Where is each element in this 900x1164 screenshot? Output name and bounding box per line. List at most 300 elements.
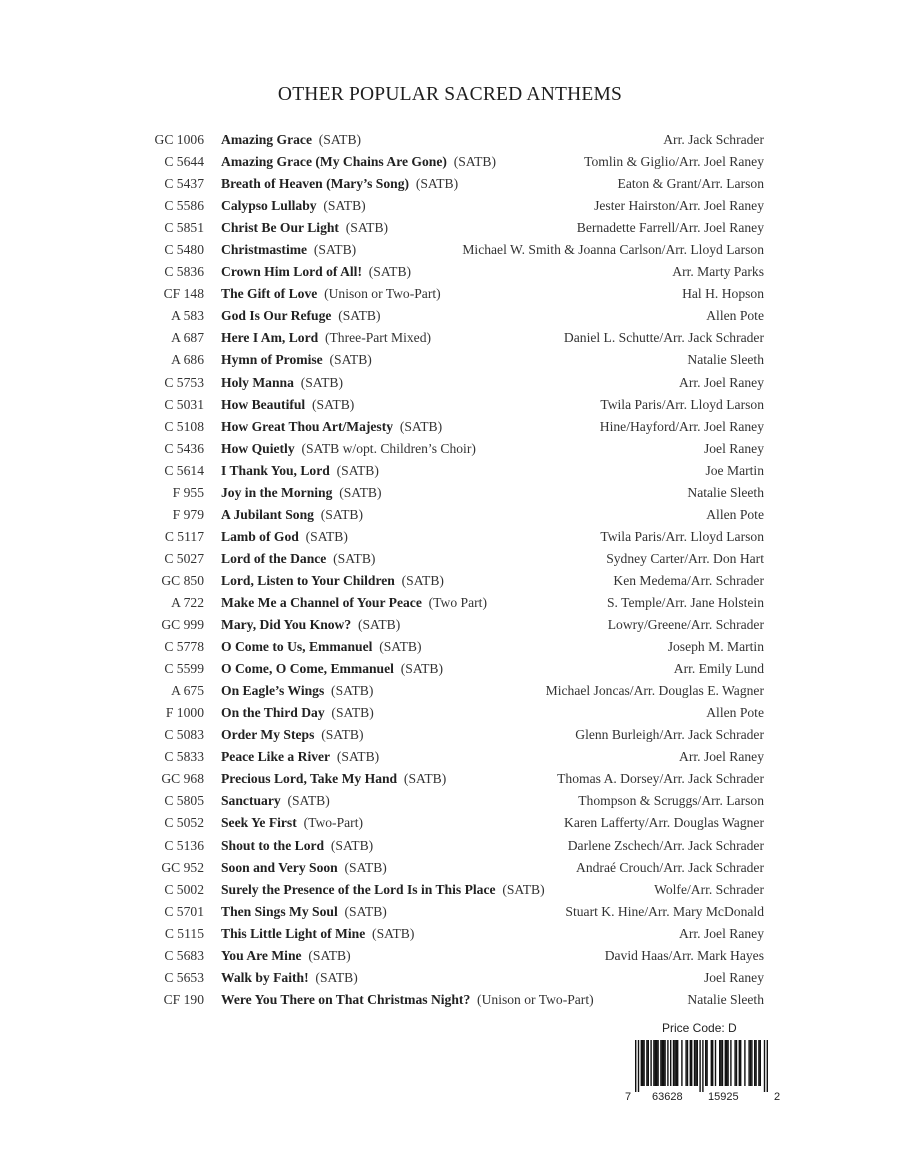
anthem-piece: [221, 327, 431, 349]
anthem-piece: [221, 857, 387, 879]
anthem-title: Lord, Listen to Your Children: [221, 572, 395, 588]
barcode: [622, 1038, 782, 1102]
voicing: (SATB): [330, 837, 374, 853]
anthem-row: [0, 835, 900, 857]
composer-arranger: Eaton & Grant/Arr. Larson: [617, 176, 764, 192]
anthem-title: Christ Be Our Light: [221, 220, 339, 236]
voicing: (SATB): [300, 374, 343, 390]
composer-arranger: Ken Medema/Arr. Schrader: [613, 572, 764, 588]
composer-arranger: Arr. Joel Raney: [679, 925, 764, 941]
anthem-title: Then Sings My Soul: [221, 903, 338, 919]
anthem-title: The Gift of Love: [221, 286, 318, 302]
voicing: (SATB): [502, 881, 545, 897]
composer-arranger: Thompson & Scruggs/Arr. Larson: [578, 793, 764, 809]
voicing: (SATB w/opt. Children’s Choir): [301, 440, 476, 456]
barcode-bar: [677, 1040, 678, 1086]
catalog-number: C 5778: [164, 639, 204, 655]
composer-arranger: Arr. Emily Lund: [673, 661, 764, 677]
barcode-bar: [740, 1040, 741, 1086]
anthem-row: [0, 394, 900, 416]
anthem-title: You Are Mine: [221, 947, 302, 963]
anthem-row: [0, 989, 900, 1011]
anthem-row: [0, 570, 900, 592]
voicing: (SATB): [315, 969, 358, 985]
barcode-bar: [663, 1040, 664, 1086]
voicing: (SATB): [308, 947, 351, 963]
anthem-row: [0, 151, 900, 173]
anthem-title: Amazing Grace (My Chains Are Gone): [221, 154, 447, 170]
anthem-row: [0, 768, 900, 790]
anthem-title: Soon and Very Soon: [221, 859, 338, 875]
voicing: (SATB): [333, 550, 376, 566]
barcode-bar: [655, 1040, 656, 1086]
composer-arranger: Lowry/Greene/Arr. Schrader: [607, 617, 764, 633]
anthem-title: Crown Him Lord of All!: [221, 264, 362, 280]
barcode-bar: [760, 1040, 761, 1086]
anthem-list: [0, 129, 900, 1011]
barcode-bar: [736, 1040, 737, 1086]
voicing: (SATB): [400, 661, 444, 677]
anthem-piece: [221, 305, 381, 327]
barcode-bar: [750, 1040, 751, 1086]
catalog-number: C 5436: [164, 440, 204, 456]
anthem-piece: [221, 504, 363, 526]
barcode-bar: [730, 1040, 731, 1086]
catalog-number: GC 850: [161, 572, 204, 588]
composer-arranger: Joe Martin: [705, 462, 764, 478]
anthem-row: [0, 349, 900, 371]
anthem-title: Christmastime: [221, 242, 308, 258]
voicing: (SATB): [403, 771, 447, 787]
composer-arranger: S. Temple/Arr. Jane Holstein: [607, 594, 764, 610]
anthem-row: [0, 658, 900, 680]
anthem-piece: [221, 239, 356, 261]
anthem-title: O Come to Us, Emmanuel: [221, 639, 373, 655]
barcode-bar: [667, 1040, 668, 1086]
anthem-row: [0, 592, 900, 614]
barcode-bar: [748, 1040, 749, 1086]
anthem-piece: [221, 460, 379, 482]
anthem-title: Make Me a Channel of Your Peace: [221, 594, 422, 610]
anthem-piece: [221, 614, 400, 636]
composer-arranger: Joel Raney: [703, 969, 764, 985]
composer-arranger: Arr. Joel Raney: [679, 749, 764, 765]
anthem-row: [0, 438, 900, 460]
anthem-title: God Is Our Refuge: [221, 308, 332, 324]
anthem-row: [0, 636, 900, 658]
anthem-row: [0, 790, 900, 812]
voicing: (SATB): [336, 462, 379, 478]
anthem-row: [0, 812, 900, 834]
anthem-piece: [221, 151, 496, 173]
anthem-title: Mary, Did You Know?: [221, 617, 352, 633]
anthem-row: [0, 195, 900, 217]
catalog-number: C 5836: [164, 264, 204, 280]
anthem-piece: [221, 768, 446, 790]
barcode-bar: [712, 1040, 713, 1086]
barcode-bar: [699, 1040, 700, 1092]
anthem-piece: [221, 195, 366, 217]
anthem-piece: [221, 989, 594, 1011]
anthem-piece: [221, 835, 373, 857]
barcode-bar: [641, 1040, 642, 1086]
catalog-number: GC 999: [161, 617, 204, 633]
anthem-row: [0, 460, 900, 482]
anthem-title: O Come, O Come, Emmanuel: [221, 661, 394, 677]
catalog-number: GC 1006: [154, 132, 204, 147]
anthem-row: [0, 239, 900, 261]
anthem-row: [0, 680, 900, 702]
anthem-piece: [221, 416, 442, 438]
barcode-number-system-digit: 7: [625, 1091, 632, 1102]
voicing: (SATB): [399, 418, 443, 434]
composer-arranger: Twila Paris/Arr. Lloyd Larson: [600, 528, 764, 544]
barcode-bar: [726, 1040, 727, 1086]
composer-arranger: Twila Paris/Arr. Lloyd Larson: [600, 396, 764, 412]
composer-arranger: Allen Pote: [706, 705, 764, 721]
voicing: (SATB): [312, 396, 355, 412]
barcode-bar: [751, 1040, 752, 1086]
voicing: (SATB): [372, 925, 415, 941]
barcode-bars: [635, 1040, 768, 1092]
anthem-title: A Jubilant Song: [221, 506, 314, 522]
catalog-number: F 979: [172, 506, 204, 522]
composer-arranger: Andraé Crouch/Arr. Jack Schrader: [576, 859, 764, 875]
anthem-row: [0, 372, 900, 394]
barcode-bar: [648, 1040, 649, 1086]
catalog-number: A 722: [171, 594, 204, 610]
anthem-row: [0, 261, 900, 283]
catalog-number: CF 190: [163, 991, 204, 1007]
barcode-right-group: 15925: [708, 1091, 739, 1102]
anthem-row: [0, 173, 900, 195]
composer-arranger: Darlene Zschech/Arr. Jack Schrader: [567, 837, 764, 853]
anthem-row: [0, 504, 900, 526]
anthem-title: Amazing Grace: [221, 132, 312, 147]
barcode-bar: [695, 1040, 696, 1086]
barcode-bar: [755, 1040, 756, 1086]
catalog-number: C 5027: [164, 550, 204, 566]
catalog-number: C 5117: [164, 528, 204, 544]
anthem-row: [0, 416, 900, 438]
voicing: (Two-Part): [303, 815, 364, 831]
anthem-title: Seek Ye First: [221, 815, 297, 831]
anthem-title: Calypso Lullaby: [221, 198, 317, 214]
barcode-bar: [697, 1040, 698, 1086]
barcode-bar: [642, 1040, 643, 1086]
barcode-bar: [758, 1040, 759, 1086]
composer-arranger: Karen Lafferty/Arr. Douglas Wagner: [564, 815, 764, 831]
composer-arranger: Michael W. Smith & Joanna Carlson/Arr. Lloyd Larson: [462, 242, 764, 258]
anthem-title: How Great Thou Art/Majesty: [221, 418, 394, 434]
anthem-title: Sanctuary: [221, 793, 281, 809]
composer-arranger: Arr. Joel Raney: [679, 374, 764, 390]
voicing: (Two Part): [428, 594, 487, 610]
anthem-row: [0, 967, 900, 989]
voicing: (SATB): [338, 308, 381, 324]
catalog-number: C 5653: [164, 969, 204, 985]
voicing: (SATB): [415, 176, 459, 192]
catalog-number: C 5683: [164, 947, 204, 963]
barcode-bar: [653, 1040, 654, 1086]
voicing: (SATB): [344, 903, 387, 919]
anthem-piece: [221, 790, 330, 812]
anthem-row: [0, 724, 900, 746]
catalog-number: C 5136: [164, 837, 204, 853]
voicing: (SATB): [321, 727, 364, 743]
barcode-bar: [706, 1040, 707, 1086]
anthem-row: [0, 129, 900, 151]
anthem-piece: [221, 879, 545, 901]
barcode-bar: [656, 1040, 657, 1086]
barcode-bar: [685, 1040, 686, 1086]
composer-arranger: David Haas/Arr. Mark Hayes: [604, 947, 764, 963]
barcode-bar: [727, 1040, 728, 1086]
anthem-title: Here I Am, Lord: [221, 330, 319, 346]
catalog-number: C 5753: [164, 374, 204, 390]
anthem-title: This Little Light of Mine: [221, 925, 366, 941]
voicing: (SATB): [357, 617, 401, 633]
catalog-number: C 5614: [164, 462, 204, 478]
barcode-bar: [720, 1040, 721, 1086]
composer-arranger: Natalie Sleeth: [687, 991, 764, 1007]
anthem-title: On the Third Day: [221, 705, 325, 721]
anthem-title: I Thank You, Lord: [221, 462, 330, 478]
composer-arranger: Wolfe/Arr. Schrader: [654, 881, 764, 897]
catalog-number: C 5480: [164, 242, 204, 258]
anthem-title: Surely the Presence of the Lord Is in This Place: [221, 881, 496, 897]
catalog-number: C 5851: [164, 220, 204, 236]
barcode-bar: [664, 1040, 665, 1086]
catalog-number: C 5586: [164, 198, 204, 214]
anthem-title: Peace Like a River: [221, 749, 331, 765]
catalog-number: C 5701: [164, 903, 204, 919]
anthem-row: [0, 746, 900, 768]
barcode-bar: [650, 1040, 651, 1086]
barcode-bar: [767, 1040, 768, 1092]
anthem-title: On Eagle’s Wings: [221, 683, 325, 699]
anthem-piece: [221, 702, 374, 724]
barcode-bar: [643, 1040, 644, 1086]
catalog-number: GC 968: [161, 771, 204, 787]
barcode-bar: [676, 1040, 677, 1086]
barcode-bar: [702, 1040, 703, 1092]
anthem-piece: [221, 636, 422, 658]
catalog-number: A 675: [171, 683, 204, 699]
anthem-title: How Beautiful: [221, 396, 306, 412]
composer-arranger: Bernadette Farrell/Arr. Joel Raney: [576, 220, 764, 236]
anthem-title: Joy in the Morning: [221, 484, 333, 500]
anthem-title: Order My Steps: [221, 727, 315, 743]
voicing: (SATB): [368, 264, 412, 280]
anthem-piece: [221, 724, 363, 746]
anthem-title: Were You There on That Christmas Night?: [221, 991, 471, 1007]
barcode-bar: [725, 1040, 726, 1086]
anthem-row: [0, 702, 900, 724]
anthem-title: Breath of Heaven (Mary’s Song): [221, 176, 410, 192]
anthem-piece: [221, 901, 387, 923]
catalog-number: C 5002: [164, 881, 204, 897]
barcode-bar: [681, 1040, 682, 1086]
anthem-title: How Quietly: [221, 440, 295, 456]
anthem-piece: [221, 349, 372, 371]
catalog-number: C 5805: [164, 793, 204, 809]
anthem-row: [0, 945, 900, 967]
anthem-piece: [221, 967, 358, 989]
voicing: (Unison or Two-Part): [477, 991, 594, 1007]
catalog-number: C 5031: [164, 396, 204, 412]
anthem-piece: [221, 283, 441, 305]
anthem-row: [0, 327, 900, 349]
anthem-title: Walk by Faith!: [221, 969, 309, 985]
voicing: (SATB): [287, 793, 330, 809]
anthem-piece: [221, 548, 375, 570]
voicing: (SATB): [336, 749, 380, 765]
anthem-piece: [221, 945, 351, 967]
anthem-piece: [221, 261, 411, 283]
anthem-row: [0, 857, 900, 879]
voicing: (SATB): [331, 705, 374, 721]
composer-arranger: Hal H. Hopson: [682, 286, 764, 302]
barcode-bar: [670, 1040, 671, 1086]
catalog-number: C 5833: [164, 749, 204, 765]
anthem-piece: [221, 923, 414, 945]
anthem-piece: [221, 372, 343, 394]
barcode-check-digit: 2: [774, 1091, 781, 1102]
anthem-title: Lamb of God: [221, 528, 299, 544]
barcode-bar: [715, 1040, 716, 1086]
composer-arranger: Allen Pote: [706, 308, 764, 324]
barcode-bar: [744, 1040, 745, 1086]
voicing: (SATB): [331, 683, 374, 699]
anthem-row: [0, 526, 900, 548]
catalog-number: C 5644: [164, 154, 204, 170]
anthem-piece: [221, 482, 382, 504]
barcode-bar: [690, 1040, 691, 1086]
anthem-title: Lord of the Dance: [221, 550, 327, 566]
barcode-bar: [722, 1040, 723, 1086]
composer-arranger: Sydney Carter/Arr. Don Hart: [606, 550, 764, 566]
composer-arranger: Natalie Sleeth: [687, 352, 764, 368]
voicing: (SATB): [305, 528, 348, 544]
catalog-number: CF 148: [163, 286, 204, 302]
anthem-piece: [221, 746, 379, 768]
anthem-piece: [221, 438, 476, 460]
catalog-number: F 1000: [165, 705, 204, 721]
barcode-bar: [674, 1040, 675, 1086]
barcode-bar: [638, 1040, 639, 1092]
catalog-number: A 687: [171, 330, 204, 346]
voicing: (SATB): [318, 132, 362, 147]
anthem-piece: [221, 217, 388, 239]
voicing: (SATB): [329, 352, 372, 368]
voicing: (Three-Part Mixed): [324, 330, 432, 346]
composer-arranger: Tomlin & Giglio/Arr. Joel Raney: [584, 154, 764, 170]
barcode-bar: [754, 1040, 755, 1086]
anthem-piece: [221, 658, 443, 680]
barcode-bar: [711, 1040, 712, 1086]
voicing: (SATB): [339, 484, 382, 500]
composer-arranger: Michael Joncas/Arr. Douglas E. Wagner: [545, 683, 764, 699]
catalog-number: GC 952: [161, 859, 204, 875]
anthem-row: [0, 901, 900, 923]
composer-arranger: Glenn Burleigh/Arr. Jack Schrader: [575, 727, 764, 743]
composer-arranger: Jester Hairston/Arr. Joel Raney: [594, 198, 764, 214]
barcode-bar: [694, 1040, 695, 1086]
barcode-bar: [635, 1040, 636, 1092]
composer-arranger: Joseph M. Martin: [667, 639, 764, 655]
anthem-title: Hymn of Promise: [221, 352, 323, 368]
composer-arranger: Arr. Marty Parks: [672, 264, 764, 280]
barcode-bar: [662, 1040, 663, 1086]
barcode-bar: [734, 1040, 735, 1086]
composer-arranger: Joel Raney: [703, 440, 764, 456]
barcode-bar: [673, 1040, 674, 1086]
anthem-row: [0, 217, 900, 239]
anthem-title: Holy Manna: [221, 374, 294, 390]
voicing: (SATB): [345, 220, 389, 236]
anthem-row: [0, 614, 900, 636]
voicing: (SATB): [320, 506, 364, 522]
barcode-bar: [739, 1040, 740, 1086]
anthem-piece: [221, 173, 458, 195]
anthem-row: [0, 923, 900, 945]
anthem-piece: [221, 812, 363, 834]
anthem-piece: [221, 592, 487, 614]
voicing: (SATB): [379, 639, 422, 655]
composer-arranger: Thomas A. Dorsey/Arr. Jack Schrader: [557, 771, 764, 787]
voicing: (SATB): [453, 154, 496, 170]
voicing: (SATB): [401, 572, 444, 588]
composer-arranger: Hine/Hayford/Arr. Joel Raney: [599, 418, 764, 434]
catalog-number: C 5108: [164, 418, 204, 434]
barcode-bar: [705, 1040, 706, 1086]
anthem-row: [0, 482, 900, 504]
anthem-row: [0, 548, 900, 570]
barcode-bar: [646, 1040, 647, 1086]
catalog-number: C 5437: [164, 176, 204, 192]
price-code: Price Code: D: [662, 1021, 737, 1035]
voicing: (Unison or Two-Part): [324, 286, 441, 302]
barcode-bar: [657, 1040, 658, 1086]
voicing: (SATB): [323, 198, 366, 214]
catalog-number: C 5115: [164, 925, 204, 941]
catalog-number: C 5052: [164, 815, 204, 831]
composer-arranger: Allen Pote: [706, 506, 764, 522]
composer-arranger: Stuart K. Hine/Arr. Mary McDonald: [565, 903, 764, 919]
composer-arranger: Natalie Sleeth: [687, 484, 764, 500]
composer-arranger: Daniel L. Schutte/Arr. Jack Schrader: [563, 330, 764, 346]
voicing: (SATB): [344, 859, 387, 875]
anthem-row: [0, 879, 900, 901]
barcode-bar: [691, 1040, 692, 1086]
barcode-left-group: 63628: [652, 1091, 683, 1102]
anthem-title: Shout to the Lord: [221, 837, 325, 853]
barcode-bar: [660, 1040, 661, 1086]
catalog-number: C 5599: [164, 661, 204, 677]
anthem-piece: [221, 526, 348, 548]
barcode-bar: [687, 1040, 688, 1086]
voicing: (SATB): [313, 242, 357, 258]
page-title: OTHER POPULAR SACRED ANTHEMS: [277, 84, 623, 105]
catalog-number: F 955: [172, 484, 204, 500]
anthem-piece: [221, 394, 354, 416]
barcode-bar: [719, 1040, 720, 1086]
anthem-row: [0, 305, 900, 327]
anthem-piece: [221, 129, 361, 151]
catalog-number: A 583: [171, 308, 204, 324]
anthem-title: Precious Lord, Take My Hand: [221, 771, 398, 787]
